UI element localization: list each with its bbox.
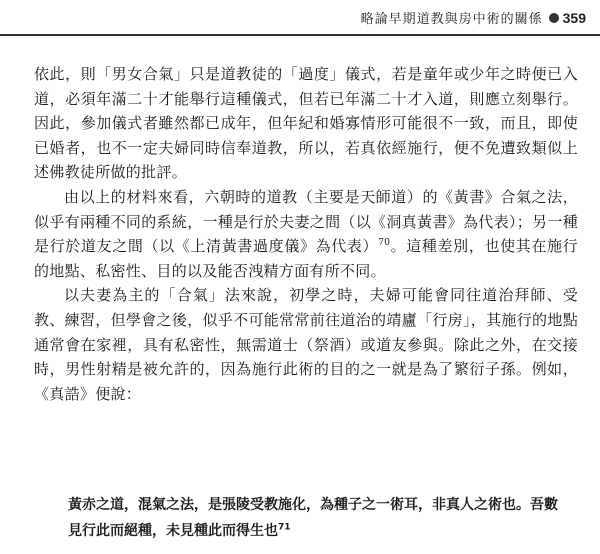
page-number: 359 [562, 9, 586, 26]
running-title: 略論早期道教與房中術的關係 [360, 12, 543, 27]
footnote-ref-71[interactable]: 71 [278, 522, 291, 533]
bullet-icon [549, 13, 559, 23]
body-text [34, 62, 578, 406]
running-header [40, 8, 586, 27]
block-quote [68, 492, 568, 544]
header-rule [0, 34, 600, 36]
paragraph-2-text-after: 。這種差別，也使其在施行的地點、私密性、目的以及能否洩精方面有所不同。 [34, 237, 578, 280]
footnote-ref-70[interactable]: 70 [378, 238, 391, 249]
paragraph-1 [34, 62, 578, 185]
block-quote-text: 黃赤之道，混氣之法，是張陵受教施化，為種子之一術耳，非真人之術也。吾數見行此而絕種，未見種此而得生也 [68, 497, 558, 539]
paragraph-2-text: 由以上的材料來看，六朝時的道教（主要是天師道）的《黃書》合氣之法，似乎有兩種不同的系統，一種是行於夫妻之間（以《洞真黃書》為代表）；另一種是行於道友之間（以《上清黃書過度儀》為代表） [34, 187, 578, 256]
paragraph-1-text: 依此，則「男女合氣」只是道教徒的「過度」儀式，若是童年或少年之時便已入道，必須年滿二十才能舉行這種儀式，但若已年滿二十才入道，則應立刻舉行。因此，參加儀式者雖然都已成年，但年紀和婚寡情形可能很不一致，而且，即使已婚者，也不一定夫婦同時信奉道教，所以，若真依經施行，便不免遭致類似上述佛教徒所做的批評。 [34, 65, 578, 182]
paragraph-3-text: 以夫妻為主的「合氣」法來說，初學之時，夫婦可能會同往道治拜師、受教、練習，但學會之後，似乎不可能常常前往道治的靖廬「行房」，其施行的地點通常會在家裡，具有私密性，無需道士（祭酒）或道友參與。除此之外，在交接時，男性射精是被允許的，因為施行此術的目的之一就是為了繁衍子孫。例如，《真誥》便說： [34, 286, 578, 403]
paragraph-2 [34, 185, 578, 283]
paragraph-3 [34, 283, 578, 406]
